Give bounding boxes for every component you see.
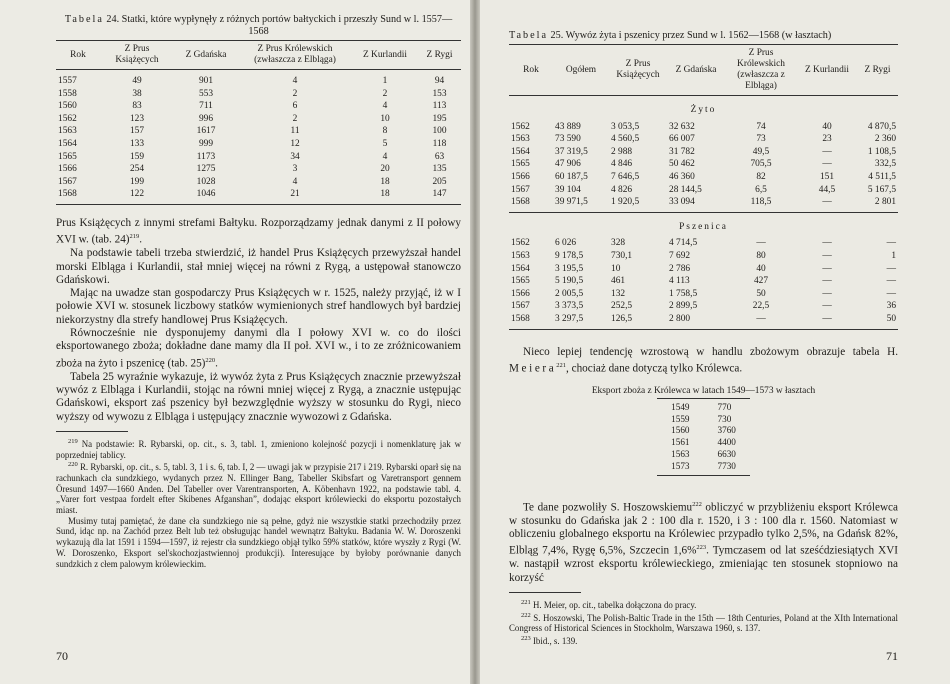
table-cell: 1563 (511, 250, 530, 261)
table-cell: 1565 (511, 276, 530, 287)
table-cell: 73 (756, 134, 766, 145)
table-cell: — (756, 238, 766, 249)
table-cell: 195 (432, 113, 447, 124)
table-cell: 82 (756, 171, 766, 182)
table-cell: 8 (382, 126, 388, 137)
table-cell: 4 560,5 (611, 134, 640, 145)
table-cell: 10 (380, 113, 390, 124)
footnote-divider (509, 592, 581, 593)
table-cell: 21 (238, 188, 352, 204)
table-cell: 36 (886, 301, 896, 312)
table-cell: 254 (129, 164, 145, 175)
table-row (657, 425, 750, 437)
table-cell: 1563 (511, 134, 530, 145)
table-cell: 3 053,5 (611, 121, 640, 132)
table-row (56, 113, 461, 126)
table-cell: 60 187,5 (555, 171, 588, 182)
table-cell: 132 (611, 288, 626, 299)
table-cell: 113 (432, 101, 447, 112)
table-cell: 4 (292, 76, 298, 86)
table-cell: 461 (611, 276, 626, 287)
paragraph: Tabela 25 wyraźnie wykazuje, iż wywóz żyta z Prus Książęcych znacznie przewyższał wywóz z Elbląga i Kurlandii, stojąc na równi mniej więcej z Rygą, a znacznie ustępując Gdańskowi, eksport zaś pszenicy był bezwzględnie wyższy w stosunku do Rygi, nieco wyższy od wywozu z Elbląga i ustępujący znacznie wywozowi z Gdańska. (56, 370, 461, 423)
table-24-body (56, 70, 461, 205)
table-cell: — (822, 301, 832, 312)
table-row (56, 138, 461, 151)
table-cell: 7 646,5 (611, 171, 640, 182)
table-cell: 7 692 (669, 250, 691, 261)
table-cell: 4 511,5 (868, 171, 896, 182)
table-cell: 157 (129, 126, 145, 137)
table-cell: 63 (434, 151, 445, 162)
table-cell: 50 (857, 313, 898, 329)
table-header-row (509, 45, 898, 96)
col-header: Ogółem (553, 45, 609, 96)
table-row (509, 288, 898, 301)
table-cell: 1 920,5 (609, 196, 667, 212)
table-cell: 22,5 (752, 301, 770, 312)
table-cell: — (797, 313, 857, 329)
export-table (657, 398, 750, 476)
table-cell: 135 (432, 164, 447, 175)
table-cell: — (822, 276, 832, 287)
table-cell: 1564 (511, 146, 530, 157)
col-header: Z Kurlandii (797, 45, 857, 96)
col-header: Z Gdańska (667, 45, 725, 96)
table-cell: 332,5 (874, 159, 896, 170)
table-cell: 74 (756, 121, 766, 132)
table-cell: 32 632 (669, 121, 695, 132)
table-cell: — (822, 263, 832, 274)
paragraph: Te dane pozwoliły S. Hoszowskiemu$^{222}$ obliczyć w przybliżeniu eksport Królewca w stosunku do Gdańska jak 2 : 100 dla r. 1520, i 3 : 100 dla r. 1560. Natomiast w obliczeniu globalnego eksportu na Królewiec przypadło tylko 2,5%, na Gdańsk 82%, Elbląg 7,4%, Rygę 6,5%, Szczecin 1,6%$^{223}$. Tymczasem od lat sześćdziesiątych XVI w. nastąpił wzrost eksportu królewieckiego, zmieniając ten stosunek stopniowo na korzyść (509, 500, 898, 584)
table-cell: 49 (132, 76, 142, 86)
table-cell: 427 (753, 276, 769, 287)
table-cell: — (822, 238, 832, 249)
table-cell: 126,5 (609, 313, 667, 329)
table-cell: 1562 (511, 238, 530, 249)
table-cell: — (822, 250, 832, 261)
col-header: Z Kurlandii (352, 41, 418, 70)
table-label: Tabela (509, 30, 548, 41)
table-cell: 1275 (196, 164, 216, 175)
book-gutter (470, 0, 480, 684)
table-cell: 6630 (717, 449, 736, 460)
table-cell: 3 297,5 (553, 313, 609, 329)
table-cell: — (822, 146, 832, 157)
table-cell: 4 826 (611, 184, 633, 195)
table-cell: — (797, 196, 857, 212)
table-section-header (509, 96, 898, 121)
footnote: $^{219}$ Na podstawie: R. Rybarski, op. cit., s. 3, tabl. 1, zmieniono kolejność pozycji i nomenklaturę jak w poprzedniej tablicy. (56, 437, 462, 460)
table-cell: 3760 (717, 425, 736, 436)
table-cell: 1549 (657, 398, 703, 413)
paragraph: Nieco lepiej tendencję wzrostową w handlu zbożowym obrazuje tabela H. Meiera$^{221}$, chociaż dane dotyczą tylko Królewca. (509, 345, 898, 375)
table-cell: 3 (292, 164, 298, 175)
table-cell: 1562 (58, 113, 77, 124)
table-cell: 46 360 (669, 171, 695, 182)
table-cell: 83 (132, 101, 142, 112)
table-row (56, 176, 461, 189)
table-cell: 39 971,5 (553, 196, 609, 212)
section-label: Żyto (690, 105, 717, 115)
table-cell: 1566 (511, 171, 530, 182)
section-label: Pszenica (679, 221, 728, 232)
table-cell: 1567 (511, 184, 530, 195)
table-cell: 18 (352, 188, 418, 204)
table-cell: 50 462 (669, 159, 695, 170)
table-cell: 205 (432, 176, 447, 187)
table-cell: 730 (717, 413, 732, 424)
right-page (475, 0, 950, 684)
table-cell: 40 (756, 263, 766, 274)
table-cell: 1 (891, 250, 896, 261)
table-cell: 1568 (56, 188, 100, 204)
table-row (56, 70, 461, 88)
col-header: Z Gdańska (174, 41, 238, 70)
table-cell: 118 (432, 138, 447, 149)
col-header: Rok (56, 41, 100, 70)
table-row (657, 449, 750, 461)
table-cell: 1565 (511, 159, 530, 170)
table-cell: — (725, 313, 797, 329)
table-cell: 1565 (58, 151, 77, 162)
export-table-caption: Eksport zboża z Królewca w latach 1549—1573 w łasztach (591, 385, 816, 396)
table-cell: 4 846 (611, 159, 633, 170)
table-cell: 7730 (704, 461, 750, 475)
table-cell: 40 (822, 121, 832, 132)
table-row (509, 146, 898, 159)
table-cell: 1 (382, 76, 388, 86)
table-label: Tabela (64, 14, 104, 25)
table-cell: 44,5 (818, 184, 836, 195)
table-cell: 2 988 (611, 146, 633, 157)
table-cell: 996 (198, 113, 214, 124)
table-cell: 1 108,5 (867, 146, 896, 157)
page-number: 70 (56, 649, 68, 663)
table-header-row (56, 41, 461, 70)
table-cell: 2 (292, 88, 298, 99)
table-row (56, 100, 461, 113)
table-cell: 1 758,5 (669, 288, 698, 299)
table-row (56, 125, 461, 138)
table-cell: 100 (432, 126, 447, 137)
table-cell: 1562 (511, 121, 530, 132)
table-cell: 159 (129, 151, 145, 162)
col-header: Z Prus Książęcych (609, 45, 667, 96)
table-row (509, 300, 898, 313)
table-cell: 28 144,5 (669, 184, 702, 195)
table-cell: 123 (129, 113, 145, 124)
table-cell: 2 005,5 (555, 288, 584, 299)
table-row (56, 163, 461, 176)
table-cell: 66 007 (669, 134, 695, 145)
table-cell: 37 319,5 (555, 146, 588, 157)
table-row (509, 237, 898, 250)
table-cell: 1558 (58, 88, 77, 99)
table-row (509, 313, 898, 329)
paragraph: Mając na uwadze stan gospodarczy Prus Książęcych w r. 1525, należy przyjąć, iż w I połowie XVI w. stosunek liczbowy statków wymienionych stref handlowych był bardziej niekorzystny dla strefy handlowej Prus Książęcych. (56, 287, 461, 326)
table-cell: 1564 (58, 138, 77, 149)
table-cell: 12 (290, 138, 300, 149)
table-cell: 9 178,5 (555, 250, 584, 261)
table-row (56, 188, 461, 204)
table-cell: 2 800 (667, 313, 725, 329)
table-cell: 147 (418, 188, 461, 204)
footnote: $^{221}$ H. Meier, op. cit., tabelka dołączona do pracy. (521, 598, 697, 610)
table-cell: 133 (129, 138, 145, 149)
table-cell: 47 906 (555, 159, 581, 170)
table-cell: 5 190,5 (555, 276, 584, 287)
table-cell: 4 870,5 (867, 121, 896, 132)
table-cell: 23 (822, 134, 832, 145)
table-cell: 199 (129, 176, 145, 187)
table-cell: 153 (432, 88, 447, 99)
table-cell: 1557 (58, 76, 77, 86)
table-cell: 1567 (511, 301, 530, 312)
table-cell: 31 782 (669, 146, 695, 157)
table-cell: 118,5 (725, 196, 797, 212)
table-cell: 43 889 (555, 121, 581, 132)
col-header: Z Prus Książęcych (100, 41, 174, 70)
table-cell: 1566 (58, 164, 77, 175)
table-row (657, 398, 750, 413)
footnote-divider (56, 431, 128, 432)
table-cell: 711 (199, 101, 213, 112)
table-row (56, 88, 461, 101)
table-cell: 10 (611, 263, 621, 274)
paragraph: Równocześnie nie dysponujemy danymi dla I połowy XVI w. co do ilości eksportowanego zboża; dokładne dane mamy dla II poł. XVI w., i to ze zróżnicowaniem zboża na żyto i pszenicę (tab. 25)$^{220}$. (56, 327, 461, 370)
table-cell: 18 (380, 176, 390, 187)
table-row (657, 461, 750, 475)
table-cell: 34 (290, 151, 300, 162)
table-row (509, 121, 898, 134)
table-row (509, 275, 898, 288)
table-cell: 2 786 (669, 263, 691, 274)
table-cell: 1028 (196, 176, 216, 187)
table-cell: 4 (382, 101, 388, 112)
table-cell: 553 (198, 88, 214, 99)
paragraph: Na podstawie tabeli trzeba stwierdzić, iż handel Prus Książęcych przewyższał handel morski Elbląga i Kurlandii, stał mniej więcej na równi z Rygą, a ustępował stanowczo Gdańskowi. (56, 247, 461, 286)
table-row (509, 263, 898, 276)
table-cell: 1560 (58, 101, 77, 112)
table-24 (56, 40, 461, 205)
table-cell: 1564 (511, 263, 530, 274)
table-cell: 2 (292, 113, 298, 124)
table-cell: 770 (704, 398, 750, 413)
table-cell: 1573 (657, 461, 703, 475)
table-cell: 49,5 (752, 146, 770, 157)
table-cell: 252,5 (611, 301, 633, 312)
table-cell: 328 (611, 238, 626, 249)
table-cell: 6,5 (755, 184, 767, 195)
table-cell: 20 (380, 164, 390, 175)
table-cell: 1566 (511, 288, 530, 299)
table-row (657, 414, 750, 426)
table-cell: 4 (382, 151, 388, 162)
paragraph: Prus Książęcych z innymi strefami Bałtyku. Rozporządzamy jednak danymi z II połowy XVI w. (tab. 24)$^{219}$. (56, 216, 461, 246)
footnote: $^{223}$ Ibid., s. 139. (521, 634, 578, 646)
col-header: Z Prus Królewskich (zwłaszcza z Elbląga) (238, 41, 352, 70)
table-cell: 39 104 (555, 184, 581, 195)
table-cell: 1568 (509, 313, 553, 329)
table-cell: 901 (198, 76, 214, 86)
table-section-header (509, 212, 898, 237)
table-cell: 999 (198, 138, 214, 149)
table-cell: 50 (756, 288, 766, 299)
footnote: $^{222}$ S. Hoszowski, The Polish-Baltic Trade in the 15th — 18th Centuries, Poland at the XIth International Congress of Historical Sciences in Stockholm, Warszawa 1960, s. 137. (509, 611, 898, 634)
table-cell: 1173 (196, 151, 216, 162)
table-cell: 1617 (196, 126, 216, 137)
table-25 (509, 44, 898, 330)
table-cell: — (886, 288, 896, 299)
col-header: Z Rygi (418, 41, 461, 70)
table-row (509, 171, 898, 184)
page-number: 71 (886, 649, 898, 663)
table-cell: 11 (290, 126, 300, 137)
table-cell: 3 373,5 (555, 301, 584, 312)
col-header: Z Rygi (857, 45, 898, 96)
table-25-caption (509, 30, 898, 42)
table-cell: 4 113 (669, 276, 690, 287)
table-cell: 2 801 (857, 196, 898, 212)
table-cell: — (886, 276, 896, 287)
table-cell: — (886, 263, 896, 274)
table-cell: 2 (382, 88, 388, 99)
table-cell: 38 (132, 88, 142, 99)
table-cell: — (886, 238, 896, 249)
table-cell: 1560 (671, 425, 690, 436)
table-row (509, 184, 898, 197)
col-header: Z Prus Królewskich (zwłaszcza z Elbląga) (725, 45, 797, 96)
table-cell: 4 714,5 (669, 238, 698, 249)
table-cell: 705,5 (750, 159, 772, 170)
table-cell: 80 (756, 250, 766, 261)
table-row (509, 158, 898, 171)
footnote: $^{220}$ R. Rybarski, op. cit., s. 5, tabl. 3, 1 i s. 6, tab. I, 2 — uwagi jak w przypisie 217 i 219. Rybarski oparł się na rachunkach cła sundzkiego, wydanych przez N. Ellinger Bang, Tabeller Skibsfart og Varetransport gennem Öresund 1497—1660 Anden. Del Tabeller over Varentransporten, A. Köbenhavn 1922, na podstawie tabl. 4. „Varer fort vestpaa fordelt efter Skibenes Afganshan”, dodając eksport królewiecki do eksportu pozostałych miast. (56, 461, 462, 516)
table-cell: 73 590 (555, 134, 581, 145)
table-row (509, 196, 898, 212)
table-row (509, 250, 898, 263)
table-row (56, 151, 461, 164)
table-cell: 2 360 (874, 134, 896, 145)
table-cell: 1561 (671, 437, 690, 448)
table-title: 25. Wywóz żyta i pszenicy przez Sund w l. 1562—1568 (w łasztach) (550, 30, 832, 41)
table-cell: 2 899,5 (669, 301, 698, 312)
table-cell: 122 (100, 188, 174, 204)
table-25-body (509, 96, 898, 330)
table-cell: 6 026 (555, 238, 577, 249)
table-cell: 1563 (58, 126, 77, 137)
table-cell: 1563 (671, 449, 690, 460)
table-cell: 4 (292, 176, 298, 187)
table-cell: 1046 (174, 188, 238, 204)
table-cell: — (822, 159, 832, 170)
table-cell: 3 195,5 (555, 263, 584, 274)
table-cell: — (822, 288, 832, 299)
col-header: Rok (509, 45, 553, 96)
table-24-caption (56, 14, 461, 38)
footnote: Musimy tutaj pamiętać, że dane cła sundzkiego nie są pełne, gdyż nie wszystkie statki przechodziły przez Sund, idąc np. na Zachód przez Belt lub też obsługując handel wewnątrz Bałtyku. Badania W. W. Doroszenki wykazują dla lat 1591 i 1594—1597, iż rejestr cła sundzkiego objął tylko 59% statków, które wyszły z Rygi (W. W. Doroszenko, Eksport sel'skochozjastwiennoj produkcji). Interesujące by byłoby porównanie danych sundzkich z cłem palowym królewieckim. (56, 515, 461, 569)
table-cell: 6 (292, 101, 298, 112)
table-cell: 1559 (671, 413, 690, 424)
table-row (509, 133, 898, 146)
table-cell: 730,1 (611, 250, 633, 261)
table-cell: 151 (819, 171, 835, 182)
table-cell: 5 (382, 138, 388, 149)
table-cell: 5 167,5 (867, 184, 896, 195)
table-row (657, 437, 750, 449)
table-cell: 1567 (58, 176, 77, 187)
table-cell: 4400 (717, 437, 736, 448)
table-cell: 33 094 (667, 196, 725, 212)
table-cell: 94 (434, 76, 445, 86)
table-cell: 1568 (509, 196, 553, 212)
table-title: 24. Statki, które wypłynęły z różnych portów bałtyckich i przeszły Sund w l. 1557—1568 (106, 14, 453, 37)
